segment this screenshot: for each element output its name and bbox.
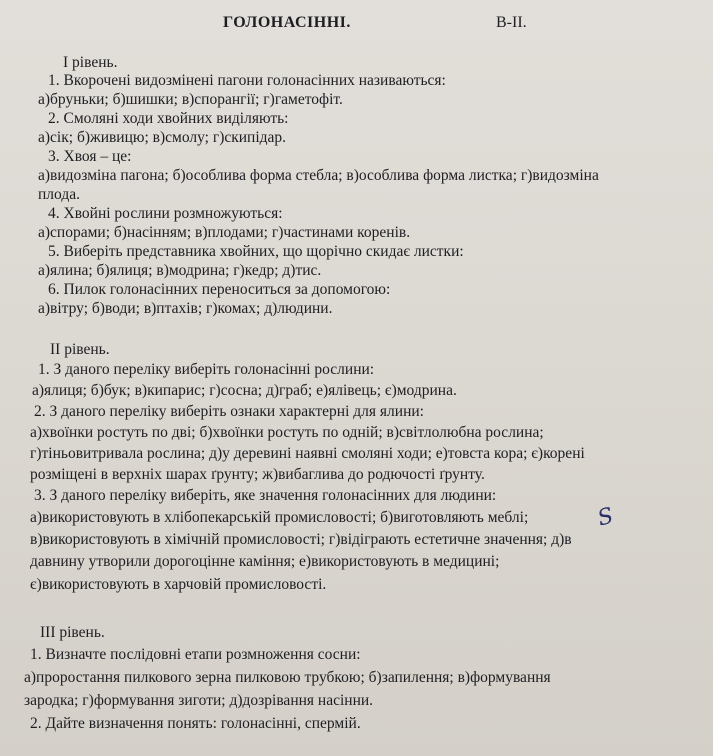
level1-answers-5: а)ялина; б)ялиця; в)модрина; г)кедр; д)тис. xyxy=(38,262,322,279)
level3-answers-1: а)проростання пилкового зерна пилковою трубкою; б)запилення; в)формування xyxy=(24,669,551,686)
level1-question-5: 5. Виберіть представника хвойних, що щорічно скидає листки: xyxy=(48,243,464,260)
page-title: ГОЛОНАСІННІ. xyxy=(223,14,351,31)
level2-answers-3-cont-1: в)використовують в хімічній промисловості; г)відіграють естетичне значення; д)в xyxy=(30,531,572,548)
variant-label: В-ІІ. xyxy=(496,14,527,31)
level2-heading: ІІ рівень. xyxy=(50,341,110,358)
level2-answers-3-cont-3: є)використовують в харчовій промисловості. xyxy=(30,576,327,593)
level2-question-2: 2. З даного переліку виберіть ознаки характерні для ялини: xyxy=(34,403,424,420)
level2-answers-3: а)використовують в хлібопекарській промисловості; б)виготовляють меблі; xyxy=(30,509,529,526)
level2-answers-2: а)хвоїнки ростуть по дві; б)хвоїнки ростуть по одній; в)світлолюбна рослина; xyxy=(30,424,544,441)
level3-question-1: 1. Визначте послідовні етапи розмноження сосни: xyxy=(30,646,361,663)
level1-answers-3-cont: плода. xyxy=(38,186,80,203)
handwritten-ink-mark: S xyxy=(595,503,617,532)
level1-answers-4: а)спорами; б)насінням; в)плодами; г)частинами коренів. xyxy=(38,224,411,241)
level3-question-2: 2. Дайте визначення понять: голонасінні, спермій. xyxy=(30,715,361,732)
level1-question-2: 2. Смоляні ходи хвойних виділяють: xyxy=(48,110,289,127)
level2-answers-2-cont-1: г)тіньовитривала рослина; д)у деревині наявні смоляні ходи; е)товста кора; є)корені xyxy=(30,445,585,462)
level2-question-1: 1. З даного переліку виберіть голонасінні рослини: xyxy=(38,361,375,378)
level1-answers-2: а)сік; б)живицю; в)смолу; г)скипідар. xyxy=(38,129,287,146)
level1-question-1: 1. Вкорочені видозмінені пагони голонасінних називаються: xyxy=(48,72,446,89)
level2-answers-1: а)ялиця; б)бук; в)кипарис; г)сосна; д)граб; е)ялівець; є)модрина. xyxy=(32,382,457,399)
level1-answers-3: а)видозміна пагона; б)особлива форма стебла; в)особлива форма листка; г)видозміна xyxy=(38,167,599,184)
level1-question-3: 3. Хвоя – це: xyxy=(48,148,132,165)
level1-question-4: 4. Хвойні рослини розмножуються: xyxy=(48,205,283,222)
level3-answers-1-cont: зародка; г)формування зиготи; д)дозрівання насінни. xyxy=(24,692,374,709)
level2-answers-2-cont-2: розміщені в верхніх шарах ґрунту; ж)вибаглива до родючості ґрунту. xyxy=(30,466,485,483)
level1-question-6: 6. Пилок голонасінних переноситься за допомогою: xyxy=(48,281,391,298)
level2-question-3: 3. З даного переліку виберіть, яке значення голонасінних для людини: xyxy=(34,487,497,504)
level1-answers-1: а)бруньки; б)шишки; в)спорангії; г)гаметофіт. xyxy=(38,91,343,108)
level1-heading: І рівень. xyxy=(63,54,118,71)
header xyxy=(0,12,713,38)
level3-heading: ІІІ рівень. xyxy=(40,624,105,641)
level1-answers-6: а)вітру; б)води; в)птахів; г)комах; д)людини. xyxy=(38,300,333,317)
level2-answers-3-cont-2: давнину утворили дорогоцінне каміння; е)використовують в медицині; xyxy=(30,553,500,570)
